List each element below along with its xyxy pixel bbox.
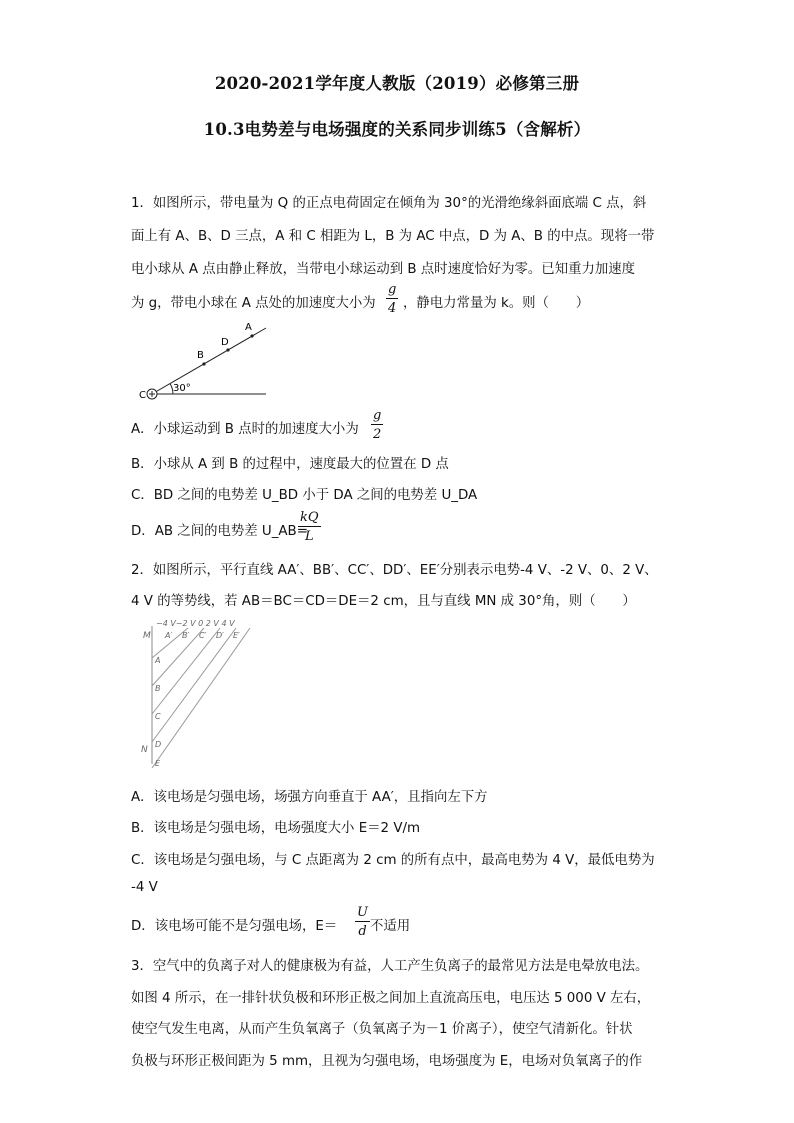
- label-E-prime: E′: [233, 631, 240, 640]
- q1-option-d: D．AB 之间的电势差 U_AB=: [131, 524, 308, 539]
- q3-stem-line-4: 负极与环形正极间距为 5 mm，且视为匀强电场，电场强度为 E，电场对负氧离子的作: [131, 1054, 643, 1069]
- q3-stem-line-3: 使空气发生电离，从而产生负氧离子（负氧离子为－1 价离子），使空气清新化。针状: [131, 1022, 633, 1037]
- q3-stem-line-1: 3．空气中的负离子对人的健康极为有益，人工产生负离子的最常见方法是电晕放电法。: [131, 959, 649, 974]
- q1-option-a-fraction: [371, 409, 383, 441]
- point-B: [202, 362, 205, 365]
- q1-option-a: A．小球运动到 B 点时的加速度大小为: [131, 422, 359, 437]
- q2-option-a: A．该电场是匀强电场，场强方向垂直于 AA′，且指向左下方: [131, 790, 488, 805]
- point-A: [250, 334, 253, 337]
- q2-equipotential-figure: [138, 618, 258, 770]
- label-D: D: [221, 337, 229, 348]
- fraction-numerator: g: [388, 282, 397, 297]
- line-CC: [152, 628, 220, 714]
- q1-stem-line-3: 电小球从 A 点由静止释放，当带电小球运动到 B 点时速度恰好为零。已知重力加速度: [131, 262, 636, 277]
- label-A: A: [245, 322, 252, 333]
- document-subtitle: 10.3电势差与电场强度的关系同步训练5（含解析）: [203, 120, 591, 139]
- label-C: C: [139, 390, 146, 401]
- label-A-prime: A′: [165, 631, 173, 640]
- fraction-numerator: kQ: [300, 510, 319, 525]
- fraction-denominator: 4: [388, 301, 397, 316]
- q2-option-d-b: 不适用: [370, 919, 411, 934]
- q2-option-b: B．该电场是匀强电场，电场强度大小 E＝2 V/m: [131, 821, 421, 836]
- q1-stem-line-4b: ，静电力常量为 k。则（ ）: [403, 296, 590, 311]
- q1-stem-line-2: 面上有 A、B、D 三点，A 和 C 相距为 L，B 为 AC 中点，D 为 A、B 的中点。现将一带: [131, 229, 655, 244]
- fraction-numerator: g: [373, 408, 382, 423]
- document-title: 2020-2021学年度人教版（2019）必修第三册: [214, 74, 580, 93]
- label-angle: 30°: [173, 383, 191, 394]
- fraction-denominator: d: [358, 924, 367, 939]
- fraction-denominator: L: [304, 529, 314, 544]
- q1-stem-line-1: 1．如图所示，带电量为 Q 的正点电荷固定在倾角为 30°的光滑绝缘斜面底端 C 点，斜: [131, 196, 647, 211]
- label-B: B: [197, 350, 204, 361]
- q1-fraction-g-over-4: [386, 283, 398, 315]
- incline-line: [152, 328, 266, 394]
- q2-option-c-line-1: C．该电场是匀强电场，与 C 点距离为 2 cm 的所有点中，最高电势为 4 V，最低电势为: [131, 853, 655, 868]
- line-EE: [152, 628, 250, 768]
- q1-incline-figure: [140, 318, 280, 408]
- label-D-prime: D′: [216, 631, 224, 640]
- fraction-numerator: U: [357, 905, 368, 920]
- label-B: B: [155, 684, 161, 693]
- q2-option-c-line-2: -4 V: [131, 880, 158, 895]
- label-C-prime: C′: [199, 631, 207, 640]
- q2-stem-line-1: 2．如图所示，平行直线 AA′、BB′、CC′、DD′、EE′分别表示电势-4 V、-2 V、0、2 V、: [131, 563, 658, 578]
- q3-stem-line-2: 如图 4 所示，在一排针状负极和环形正极之间加上直流高压电，电压达 5 000 V 左右，: [131, 991, 651, 1006]
- label-N: N: [141, 745, 148, 755]
- label-A: A: [155, 656, 161, 665]
- label-M: M: [143, 631, 151, 641]
- q2-stem-line-2: 4 V 的等势线，若 AB＝BC＝CD＝DE＝2 cm，且与直线 MN 成 30°角，则（ ）: [131, 594, 636, 609]
- q1-stem-line-4a: 为 g，带电小球在 A 点处的加速度大小为: [131, 296, 376, 311]
- q1-option-b: B．小球从 A 到 B 的过程中，速度最大的位置在 D 点: [131, 457, 449, 472]
- line-DD: [152, 628, 236, 742]
- q2-option-d-fraction: [355, 906, 370, 938]
- point-D: [226, 348, 229, 351]
- q1-option-d-fraction: [298, 511, 321, 543]
- label-C: C: [155, 712, 161, 721]
- label-D: D: [155, 740, 162, 749]
- q1-option-c: C．BD 之间的电势差 U_BD 小于 DA 之间的电势差 U_DA: [131, 488, 478, 503]
- top-potential-labels: −4 V−2 V 0 2 V 4 V: [156, 619, 235, 628]
- label-B-prime: B′: [182, 631, 190, 640]
- fraction-denominator: 2: [373, 427, 382, 442]
- q2-option-d-a: D．该电场可能不是匀强电场，E＝: [131, 919, 338, 934]
- label-E: E: [155, 759, 161, 768]
